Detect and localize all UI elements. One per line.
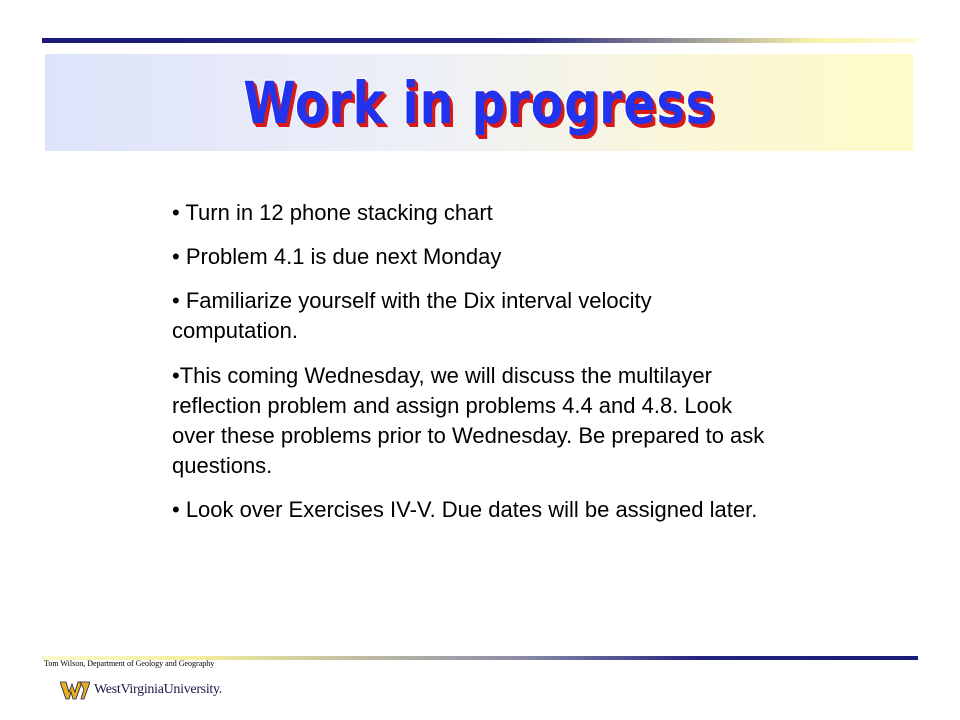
footer-credit: Tom Wilson, Department of Geology and Geography xyxy=(44,659,215,668)
bullet-item: •This coming Wednesday, we will discuss the multilayer reflection problem and assign problems 4.4 and 4.8. Look over these problems prior to Wednesday. Be prepared to ask questions. xyxy=(172,362,765,478)
wvu-logo xyxy=(60,678,222,702)
slide-title: Work in progress xyxy=(243,68,715,137)
top-divider-rule xyxy=(42,38,918,43)
bullet-item: • Familiarize yourself with the Dix interval velocity computation. xyxy=(172,288,652,344)
title-banner xyxy=(45,54,913,151)
bullet-item: • Look over Exercises IV-V. Due dates will be assigned later. xyxy=(172,497,758,522)
bullet-item: • Problem 4.1 is due next Monday xyxy=(172,244,502,270)
bullet-item: • Turn in 12 phone stacking chart xyxy=(172,200,493,225)
bullet-list xyxy=(172,198,772,539)
wv-flying-wv-icon xyxy=(60,680,90,700)
wvu-wordmark: WestVirginiaUniversity. xyxy=(94,682,223,697)
